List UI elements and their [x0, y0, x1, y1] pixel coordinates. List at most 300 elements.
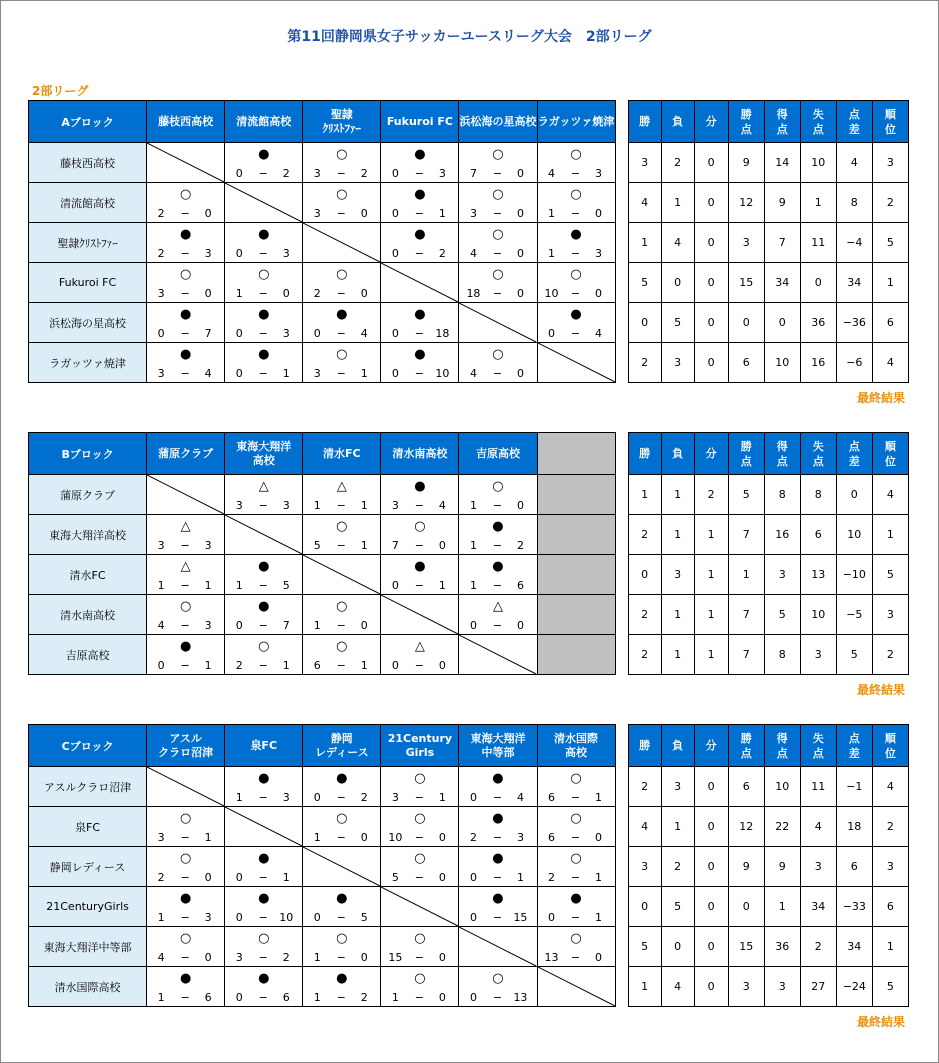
match-result-cell [303, 515, 381, 555]
match-result-cell [303, 343, 381, 383]
match-score [381, 499, 458, 512]
score-against: 10 [435, 366, 450, 380]
match-result-cell [225, 847, 303, 887]
score-for: 1 [313, 950, 321, 964]
score-for: 3 [313, 206, 321, 220]
match-score [147, 207, 224, 220]
score-dash: − [258, 366, 268, 380]
score-dash: − [258, 286, 268, 300]
score-against: 0 [516, 366, 524, 380]
score-dash: − [414, 658, 424, 672]
match-score [459, 991, 536, 1004]
match-result [147, 848, 224, 886]
match-result-cell [303, 807, 381, 847]
stat-value: 6 [728, 767, 764, 807]
score-for: 10 [388, 830, 403, 844]
empty-column-header [537, 433, 615, 475]
score-for: 18 [466, 286, 481, 300]
result-mark-icon: ○ [258, 638, 270, 654]
score-dash: − [414, 578, 424, 592]
match-result [147, 808, 224, 846]
match-result-cell [381, 303, 459, 343]
opponent-header: 東海大翔洋 高校 [225, 433, 303, 475]
stat-value: 2 [661, 143, 694, 183]
stat-value: 3 [872, 143, 908, 183]
score-dash: − [180, 246, 190, 260]
score-against: 0 [360, 206, 368, 220]
score-dash: − [570, 870, 581, 884]
score-against: 0 [360, 950, 368, 964]
score-for: 4 [548, 166, 556, 180]
match-score [538, 327, 615, 340]
score-against: 0 [595, 830, 603, 844]
empty-column-cell [537, 515, 615, 555]
team-row [29, 847, 909, 887]
score-dash: − [336, 166, 346, 180]
stat-value: 6 [872, 303, 908, 343]
match-result-cell [537, 767, 615, 807]
match-result [459, 808, 536, 846]
match-result [381, 476, 458, 514]
block-name: Cブロック [29, 725, 147, 767]
stat-header: 勝 [628, 725, 661, 767]
score-dash: − [336, 910, 346, 924]
match-score [225, 579, 302, 592]
score-against: 0 [282, 286, 290, 300]
stat-value: 22 [764, 807, 800, 847]
match-score [225, 951, 302, 964]
score-dash: − [492, 578, 503, 592]
score-against: 0 [204, 950, 212, 964]
stat-value: 0 [694, 767, 728, 807]
score-against: 7 [204, 326, 212, 340]
stat-value: 1 [628, 475, 661, 515]
stat-value: 1 [628, 967, 661, 1007]
result-mark-icon: ○ [414, 518, 426, 534]
header-row [29, 725, 909, 767]
diagonal-line [147, 475, 224, 514]
stat-value: 0 [628, 303, 661, 343]
stat-value: 0 [628, 555, 661, 595]
match-result [303, 968, 380, 1006]
match-result-cell [303, 303, 381, 343]
stat-header: 負 [661, 725, 694, 767]
stat-value: 1 [694, 595, 728, 635]
score-against: 2 [360, 166, 368, 180]
stat-header: 点 差 [836, 101, 872, 143]
final-result-label-a: 最終結果 [856, 391, 905, 405]
score-for: 0 [391, 166, 399, 180]
column-gap [615, 595, 628, 635]
stat-value: 10 [836, 515, 872, 555]
team-name: 泉FC [29, 807, 147, 847]
score-against: 0 [516, 166, 524, 180]
match-result-cell [225, 767, 303, 807]
stat-value: 1 [661, 515, 694, 555]
result-mark-icon: ● [179, 638, 192, 654]
score-dash: − [180, 830, 190, 844]
stat-value: 27 [800, 967, 836, 1007]
team-name: アスルクラロ沼津 [29, 767, 147, 807]
score-against: 0 [360, 830, 368, 844]
score-for: 4 [469, 246, 477, 260]
score-against: 3 [438, 166, 446, 180]
team-name: 清水南高校 [29, 595, 147, 635]
match-score [225, 499, 302, 512]
score-for: 10 [544, 286, 559, 300]
result-mark-icon: ● [179, 226, 192, 242]
result-mark-icon: ● [570, 306, 582, 322]
score-for: 0 [235, 618, 243, 632]
stat-header: 点 差 [836, 433, 872, 475]
score-for: 0 [469, 618, 477, 632]
match-result-cell [459, 807, 537, 847]
score-dash: − [258, 990, 268, 1004]
match-result [225, 888, 302, 926]
stat-value: 36 [764, 927, 800, 967]
result-mark-icon: △ [492, 598, 503, 614]
match-result-cell [381, 223, 459, 263]
stat-value: 2 [694, 475, 728, 515]
match-score [225, 327, 302, 340]
score-against: 3 [516, 830, 524, 844]
match-result-cell [381, 343, 459, 383]
score-for: 3 [391, 498, 399, 512]
stat-header: 順 位 [872, 725, 908, 767]
score-dash: − [414, 326, 424, 340]
match-score [459, 499, 536, 512]
result-mark-icon: ○ [336, 930, 348, 946]
match-result-cell [459, 223, 537, 263]
match-result [303, 888, 380, 926]
match-result [459, 184, 536, 222]
match-score [303, 367, 380, 380]
stat-value: 1 [694, 515, 728, 555]
score-against: 2 [438, 246, 446, 260]
result-mark-icon: ● [414, 558, 426, 574]
match-score [147, 539, 224, 552]
match-result-cell [225, 475, 303, 515]
stat-value: 1 [661, 595, 694, 635]
score-dash: − [180, 538, 190, 552]
score-against: 0 [204, 870, 212, 884]
score-against: 7 [282, 618, 290, 632]
score-dash: − [492, 498, 503, 512]
team-name: 吉原高校 [29, 635, 147, 675]
diagonal-line [303, 223, 380, 262]
match-result [381, 144, 458, 182]
match-result [147, 264, 224, 302]
result-mark-icon: △ [414, 638, 425, 654]
match-score [303, 539, 380, 552]
score-dash: − [258, 578, 268, 592]
match-result-cell [303, 635, 381, 675]
match-result [381, 968, 458, 1006]
result-mark-icon: △ [258, 478, 269, 494]
stat-value: 0 [728, 887, 764, 927]
stat-value: 12 [728, 183, 764, 223]
stat-value: 0 [694, 847, 728, 887]
match-result-cell [381, 515, 459, 555]
stat-value: 0 [694, 887, 728, 927]
team-row [29, 767, 909, 807]
result-mark-icon: ● [258, 970, 270, 986]
score-dash: − [180, 618, 190, 632]
result-mark-icon: ● [336, 970, 348, 986]
score-dash: − [336, 206, 346, 220]
stat-value: 1 [661, 183, 694, 223]
stat-value: 3 [728, 967, 764, 1007]
match-result [538, 224, 615, 262]
final-result-label-b: 最終結果 [856, 683, 905, 697]
match-result [147, 928, 224, 966]
empty-column-cell [537, 635, 615, 675]
team-name: 藤枝西高校 [29, 143, 147, 183]
opponent-header: 21Century Girls [381, 725, 459, 767]
score-for: 1 [391, 990, 399, 1004]
result-mark-icon: ● [179, 970, 192, 986]
score-for: 0 [469, 990, 477, 1004]
score-dash: − [570, 166, 581, 180]
team-name: 21CenturyGirls [29, 887, 147, 927]
match-score [381, 579, 458, 592]
final-result-label-c: 最終結果 [856, 1015, 905, 1029]
block-b [28, 432, 909, 675]
team-name: 浜松海の星高校 [29, 303, 147, 343]
match-result-cell [459, 475, 537, 515]
diagonal-line [459, 303, 536, 342]
match-result-cell [225, 223, 303, 263]
team-name: 静岡レディース [29, 847, 147, 887]
score-for: 4 [157, 618, 165, 632]
score-against: 0 [516, 246, 524, 260]
stat-value: 5 [872, 223, 908, 263]
score-dash: − [570, 950, 581, 964]
column-gap [615, 555, 628, 595]
match-score [459, 167, 536, 180]
score-dash: − [414, 498, 424, 512]
score-dash: − [492, 990, 503, 1004]
match-result-cell [459, 595, 537, 635]
stat-value: 2 [628, 635, 661, 675]
score-dash: − [336, 950, 346, 964]
score-dash: − [336, 990, 346, 1004]
column-gap [615, 183, 628, 223]
score-for: 3 [157, 366, 165, 380]
match-score [147, 367, 224, 380]
score-for: 0 [391, 658, 399, 672]
stat-value: 2 [628, 343, 661, 383]
opponent-header: アスル クラロ沼津 [147, 725, 225, 767]
diagonal-line [538, 343, 615, 382]
score-for: 1 [235, 286, 243, 300]
score-against: 13 [513, 990, 528, 1004]
match-result-cell [459, 343, 537, 383]
score-dash: − [258, 910, 268, 924]
stat-value: 6 [728, 343, 764, 383]
score-against: 1 [516, 870, 524, 884]
opponent-header: 蒲原クラブ [147, 433, 225, 475]
score-for: 2 [235, 658, 243, 672]
match-score [459, 791, 536, 804]
stat-value: 8 [764, 635, 800, 675]
score-dash: − [570, 790, 581, 804]
match-result-cell [147, 847, 225, 887]
match-result [225, 928, 302, 966]
match-result [538, 768, 615, 806]
score-for: 1 [157, 910, 165, 924]
score-against: 1 [360, 498, 368, 512]
team-name: 聖隷ｸﾘｽﾄﾌｧｰ [29, 223, 147, 263]
stat-value: 4 [800, 807, 836, 847]
score-dash: − [414, 366, 424, 380]
result-mark-icon: ● [414, 346, 426, 362]
match-score [459, 539, 536, 552]
stat-value: 3 [728, 223, 764, 263]
stat-value: 6 [800, 515, 836, 555]
match-result [225, 144, 302, 182]
match-result [459, 516, 536, 554]
score-for: 0 [548, 910, 556, 924]
score-for: 0 [391, 326, 399, 340]
score-against: 3 [282, 326, 290, 340]
match-score [459, 871, 536, 884]
match-result-cell [537, 927, 615, 967]
match-result [459, 144, 536, 182]
result-mark-icon: ● [336, 306, 348, 322]
score-against: 1 [204, 830, 212, 844]
result-mark-icon: ○ [336, 186, 348, 202]
score-against: 2 [360, 990, 368, 1004]
self-match-cell [459, 635, 537, 675]
score-against: 4 [595, 326, 603, 340]
score-for: 1 [313, 990, 321, 1004]
match-score [303, 659, 380, 672]
match-result-cell [225, 143, 303, 183]
diagonal-line [381, 887, 458, 926]
match-result [225, 476, 302, 514]
stat-header: 分 [694, 433, 728, 475]
match-score [303, 167, 380, 180]
score-against: 1 [438, 790, 446, 804]
score-against: 3 [204, 246, 212, 260]
result-mark-icon: △ [180, 518, 191, 534]
match-result [147, 556, 224, 594]
score-for: 15 [388, 950, 403, 964]
result-mark-icon: ○ [179, 810, 192, 826]
team-name: 清水FC [29, 555, 147, 595]
stat-value: 4 [872, 475, 908, 515]
score-dash: − [570, 246, 581, 260]
self-match-cell [537, 343, 615, 383]
match-result [538, 184, 615, 222]
score-dash: − [336, 366, 346, 380]
result-mark-icon: ○ [179, 266, 192, 282]
result-mark-icon: ● [258, 890, 270, 906]
column-gap [615, 807, 628, 847]
score-for: 0 [313, 910, 321, 924]
match-result [538, 848, 615, 886]
match-result-cell [303, 475, 381, 515]
match-score [538, 911, 615, 924]
score-for: 3 [235, 498, 243, 512]
score-against: 4 [516, 790, 524, 804]
stat-value: 5 [764, 595, 800, 635]
diagonal-line [147, 767, 224, 806]
score-for: 2 [469, 830, 477, 844]
score-against: 0 [438, 658, 446, 672]
match-result-cell [381, 847, 459, 887]
opponent-header: 東海大翔洋 中等部 [459, 725, 537, 767]
score-for: 0 [391, 366, 399, 380]
stat-header: 失 点 [800, 101, 836, 143]
column-gap [615, 101, 628, 143]
stat-value: 8 [764, 475, 800, 515]
result-mark-icon: ○ [492, 226, 504, 242]
match-result [147, 184, 224, 222]
match-score [147, 951, 224, 964]
result-mark-icon: ● [414, 146, 426, 162]
empty-column-cell [537, 595, 615, 635]
match-result-cell [537, 223, 615, 263]
column-gap [615, 303, 628, 343]
opponent-header: ラガッツァ焼津 [537, 101, 615, 143]
result-mark-icon: ● [179, 346, 192, 362]
match-score [147, 991, 224, 1004]
score-for: 0 [469, 910, 477, 924]
result-mark-icon: ● [258, 850, 270, 866]
match-result-cell [459, 515, 537, 555]
header-row [29, 101, 909, 143]
match-score [225, 287, 302, 300]
stat-value: 0 [764, 303, 800, 343]
empty-column-cell [537, 475, 615, 515]
match-result [381, 304, 458, 342]
match-result-cell [147, 515, 225, 555]
match-score [459, 247, 536, 260]
match-result-cell [459, 967, 537, 1007]
score-for: 6 [548, 830, 556, 844]
team-name: ラガッツァ焼津 [29, 343, 147, 383]
result-mark-icon: ● [492, 558, 504, 574]
stat-value: 0 [800, 263, 836, 303]
score-dash: − [336, 498, 346, 512]
result-mark-icon: ○ [492, 346, 504, 362]
result-mark-icon: ● [414, 478, 426, 494]
score-against: 15 [513, 910, 528, 924]
result-mark-icon: ○ [570, 770, 582, 786]
opponent-header: 藤枝西高校 [147, 101, 225, 143]
column-gap [615, 475, 628, 515]
opponent-header: 静岡 レディース [303, 725, 381, 767]
diagonal-line [381, 263, 458, 302]
match-result [459, 848, 536, 886]
stat-value: −36 [836, 303, 872, 343]
score-against: 0 [438, 830, 446, 844]
team-row [29, 143, 909, 183]
result-mark-icon: ○ [492, 266, 504, 282]
block-name: Aブロック [29, 101, 147, 143]
match-result [381, 848, 458, 886]
result-mark-icon: ○ [570, 850, 582, 866]
match-result [147, 888, 224, 926]
score-against: 0 [516, 618, 524, 632]
match-result-cell [225, 555, 303, 595]
score-dash: − [414, 790, 424, 804]
score-for: 1 [469, 538, 477, 552]
match-result-cell [459, 555, 537, 595]
score-for: 1 [548, 246, 556, 260]
